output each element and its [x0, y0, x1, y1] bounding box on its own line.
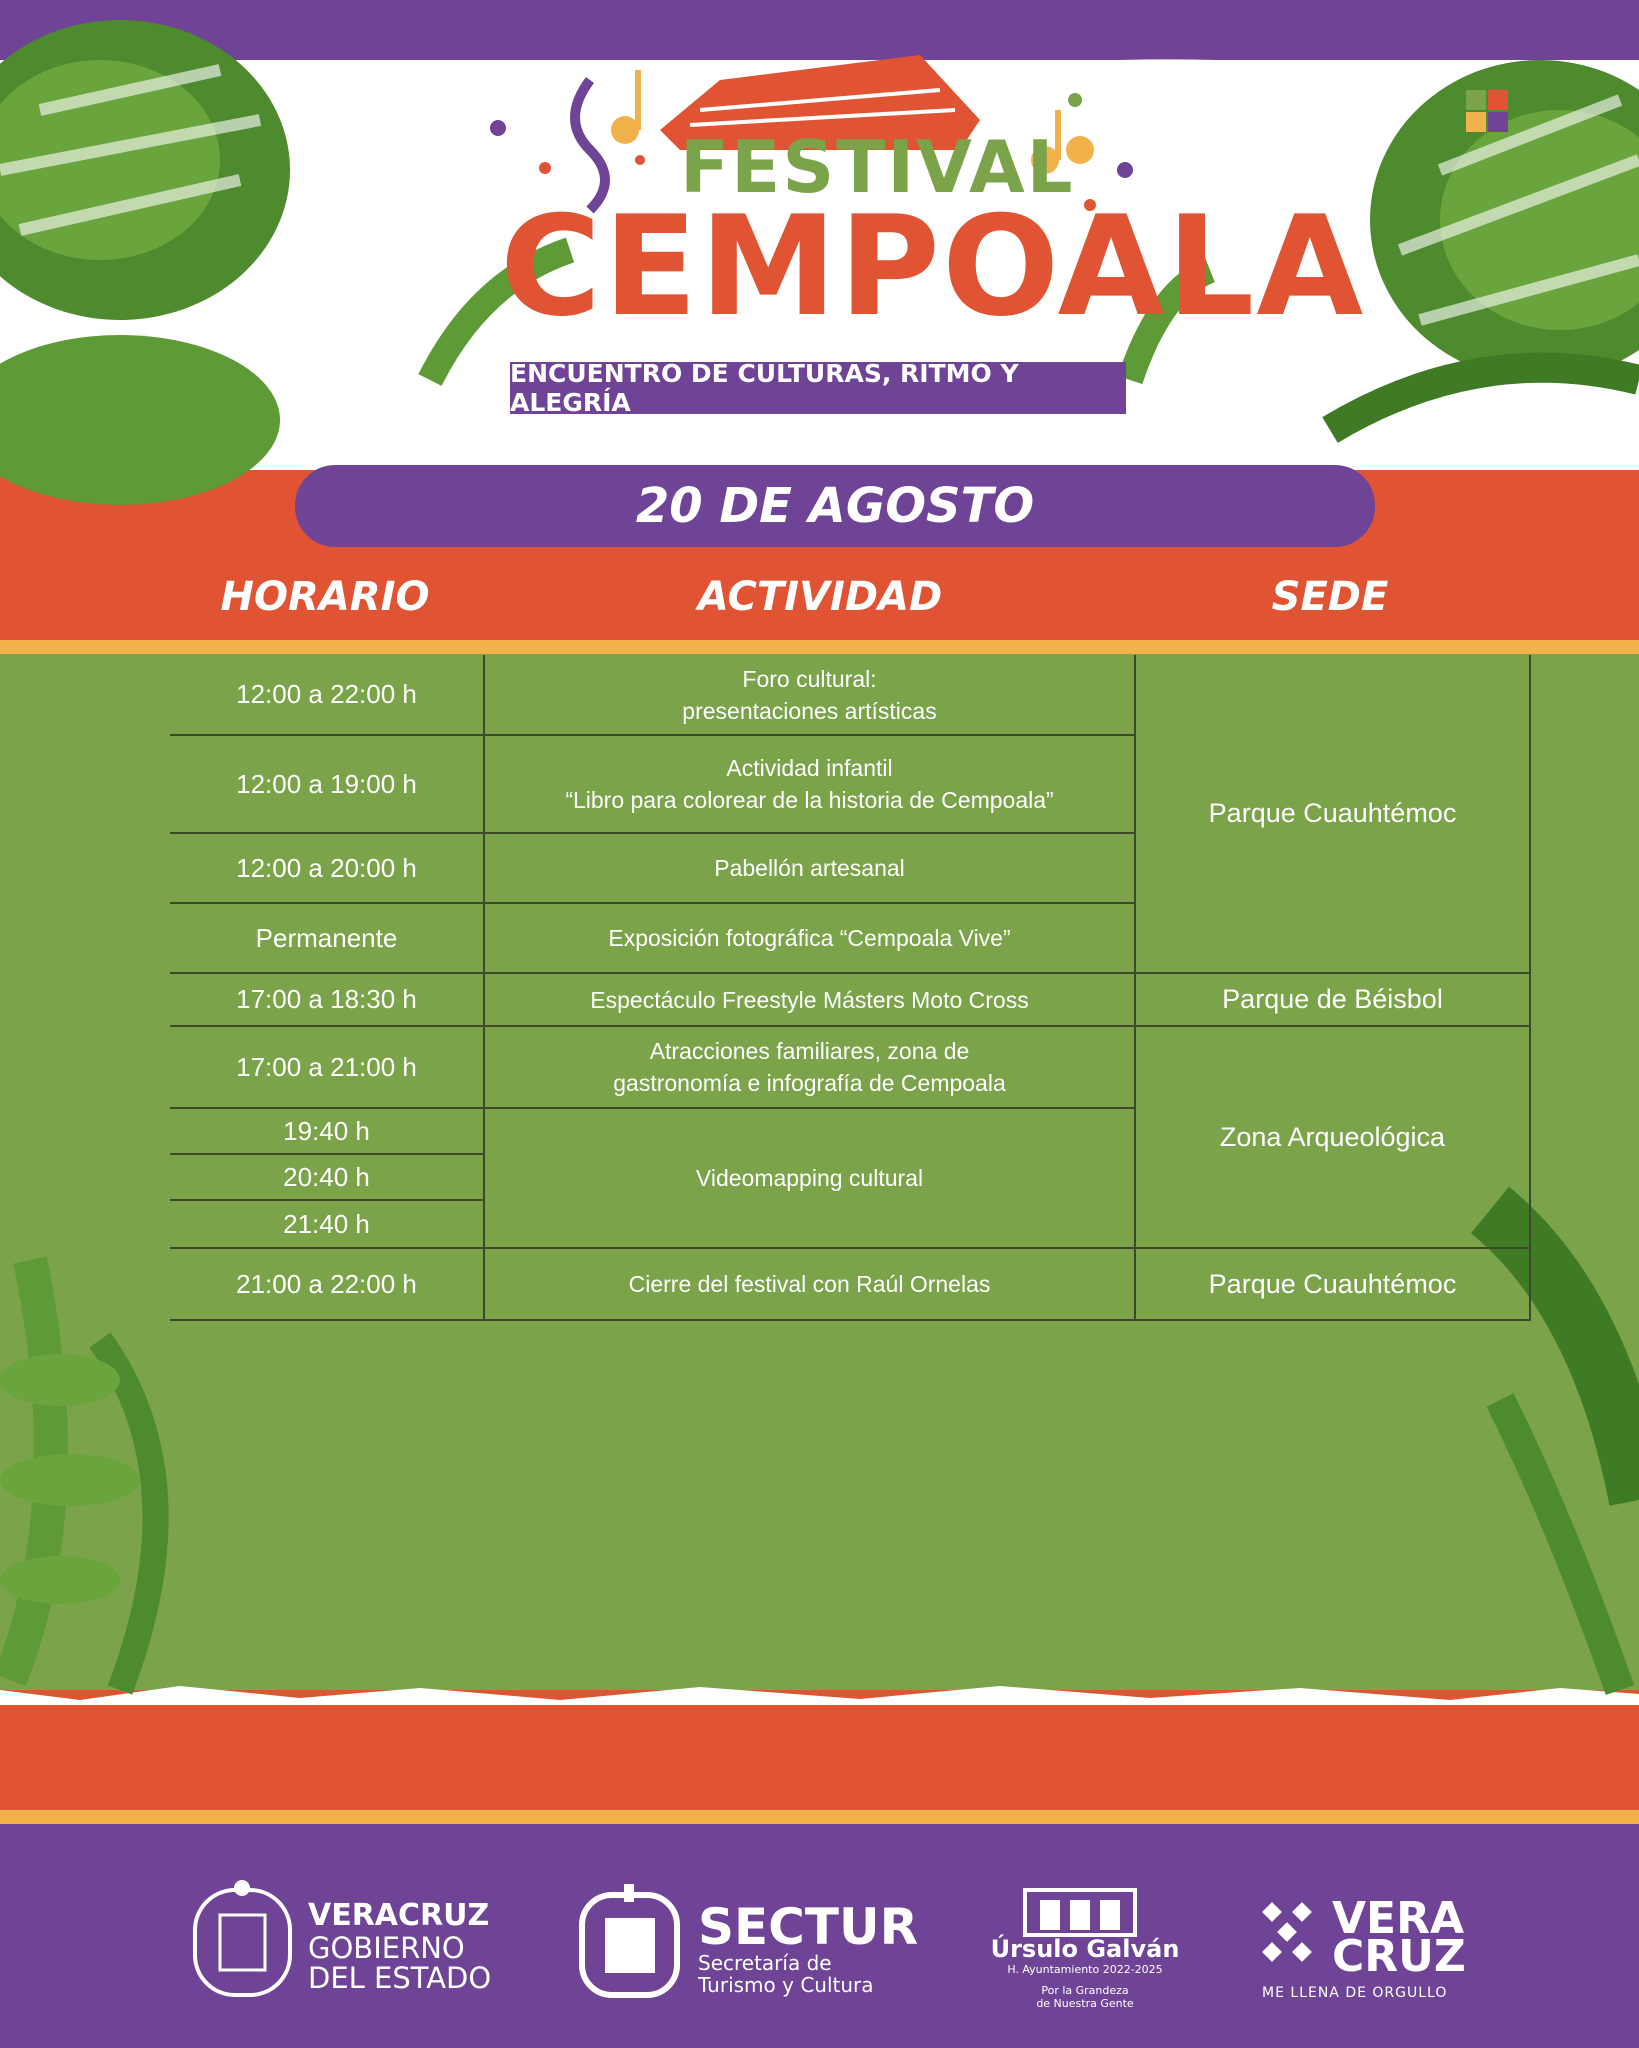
tagline-text: ENCUENTRO DE CULTURAS, RITMO Y ALEGRÍA	[510, 359, 1019, 417]
time-cell: 21:40 h	[170, 1200, 484, 1248]
activity-cell: Exposición fotográfica “Cempoala Vive”	[484, 903, 1135, 973]
time-cell: 17:00 a 21:00 h	[170, 1026, 484, 1108]
activity-line: “Libro para colorear de la historia de Cempoala”	[565, 787, 1054, 813]
logo-line: H. Ayuntamiento 2022-2025	[1007, 1963, 1163, 1976]
logo-line: Secretaría de	[698, 1951, 832, 1975]
column-header-actividad: ACTIVIDAD	[697, 574, 943, 620]
venue-cell: Parque Cuauhtémoc	[1135, 1248, 1530, 1320]
sectur-shield-icon	[582, 1884, 677, 1995]
time-cell: 12:00 a 20:00 h	[170, 833, 484, 903]
festival-word: FESTIVAL	[680, 125, 1075, 209]
logo-line: de Nuestra Gente	[1036, 1997, 1134, 2010]
activity-line: gastronomía e infografía de Cempoala	[613, 1070, 1006, 1096]
sectur-logo	[698, 1898, 919, 1997]
activity-line: Foro cultural:	[742, 665, 877, 692]
logo-title: SECTUR	[698, 1898, 919, 1956]
activity-cell: Pabellón artesanal	[484, 833, 1135, 903]
column-header-sede: SEDE	[1271, 574, 1389, 620]
logo-line: Por la Grandeza	[1041, 1984, 1129, 1997]
activity-cell: Cierre del festival con Raúl Ornelas	[484, 1248, 1135, 1320]
veracruz-knot-icon	[1262, 1902, 1312, 1962]
logo-line: GOBIERNO	[308, 1931, 465, 1965]
activity-line: Atracciones familiares, zona de	[649, 1038, 970, 1064]
logo-line: VERA	[1332, 1893, 1465, 1944]
veracruz-brand-logo	[1332, 1893, 1466, 1982]
cempoala-title: CEMPOALA	[500, 186, 1366, 347]
venue-cell: Zona Arqueológica	[1135, 1026, 1530, 1248]
date-text: 20 DE AGOSTO	[635, 478, 1035, 534]
column-header-horario: HORARIO	[220, 574, 430, 620]
veracruz-slogan: ME LLENA DE ORGULLO	[1262, 1985, 1448, 2001]
time-cell: 21:00 a 22:00 h	[170, 1248, 484, 1320]
activity-cell: Videomapping cultural	[484, 1108, 1135, 1248]
time-cell: 17:00 a 18:30 h	[170, 973, 484, 1026]
time-cell: 12:00 a 19:00 h	[170, 735, 484, 833]
logo-title: Úrsulo Galván	[990, 1935, 1180, 1963]
activity-line: presentaciones artísticas	[682, 697, 937, 724]
activity-cell: Espectáculo Freestyle Másters Moto Cross	[484, 973, 1135, 1026]
logo-line: Turismo y Cultura	[698, 1973, 874, 1997]
ursulo-galvan-logo	[985, 1935, 1185, 2010]
time-cell: 12:00 a 22:00 h	[170, 655, 484, 735]
logo-line: CRUZ	[1332, 1931, 1466, 1982]
ursulo-galvan-building-icon	[1025, 1890, 1135, 1935]
coat-of-arms-icon	[195, 1880, 290, 1995]
time-cell: Permanente	[170, 903, 484, 973]
veracruz-gobierno-logo	[308, 1898, 491, 1993]
logo-line: DEL ESTADO	[308, 1961, 492, 1995]
activity-line: Actividad infantil	[726, 755, 893, 781]
logo-line: VERACRUZ	[308, 1898, 490, 1933]
venue-cell: Parque de Béisbol	[1135, 973, 1530, 1026]
venue-cell: Parque Cuauhtémoc	[1135, 655, 1530, 973]
time-cell: 20:40 h	[170, 1154, 484, 1200]
time-cell: 19:40 h	[170, 1108, 484, 1154]
